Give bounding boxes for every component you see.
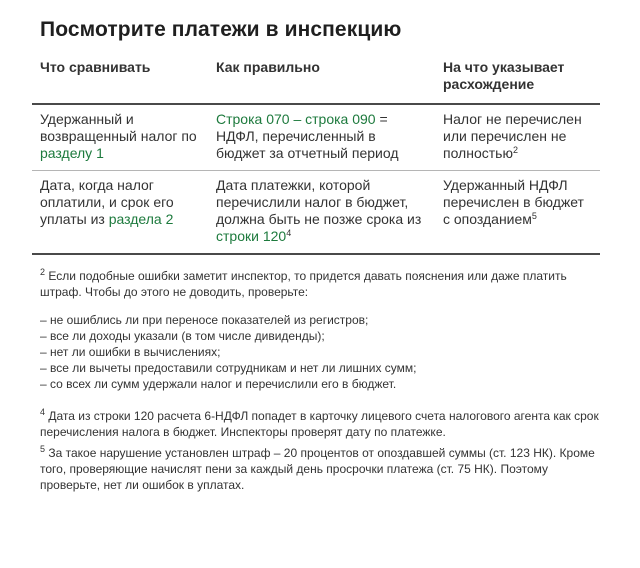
page-title: Посмотрите платежи в инспекцию [40,18,402,41]
footnote-mark: 2 [40,267,46,277]
list-item: – не ошиблись ли при переносе показателей из регистров; [40,313,369,327]
cell-text: Дата платежки, которой перечислили налог в бюджет, должна быть не позже срока из [216,177,422,227]
cell-text: Удержанный и возвращенный налог по [40,111,197,144]
comparison-table [32,54,600,255]
list-item: – все ли доходы указали (в том числе дивиденды); [40,329,325,343]
footnote-2 [40,268,605,300]
list-item: – все ли вычеты предоставили сотрудникам и нет ли лишних сумм; [40,361,417,375]
line-120-link[interactable]: строки 120 [216,228,287,244]
lines-070-090-link[interactable]: Строка 070 – строка 090 [216,111,376,127]
cell-text: Дата, когда налог оплатили, и срок его уплаты из [40,177,174,227]
footnote-4 [40,408,605,440]
table-cell [435,104,600,171]
table-cell [32,171,208,255]
footnote-mark: 4 [40,407,46,417]
cell-text: Удержанный НДФЛ перечислен в бюджет с опозданием [443,177,584,227]
footnote-5 [40,445,605,493]
list-item: – со всех ли сумм удержали налог и перечислили его в бюджет. [40,377,397,391]
table-row [32,171,600,255]
footnote-ref-5[interactable]: 5 [531,211,537,221]
footnote-text: Дата из строки 120 расчета 6-НДФЛ попадет в карточку лицевого счета налогового агента как срок перечисления налога в бюджет. Инспекторы проверят дату по платежке. [40,409,599,439]
header-what-to-compare: Что сравнивать [32,54,208,104]
table-cell [208,171,435,255]
footnote-text: За такое нарушение установлен штраф – 20 процентов от опоздавшей суммы (ст. 123 НК). Кроме того, проверяющие начислят пени за каждый день просрочки платежа (ст. 75 НК). Поэтому проверьте, нет ли ошибок в уплатах. [40,446,595,492]
checklist [40,312,605,392]
footnote-mark: 5 [40,444,46,454]
table-cell [435,171,600,255]
header-discrepancy-meaning: На что указывает расхождение [435,54,600,104]
section-1-link[interactable]: разделу 1 [40,145,104,161]
table-header-row [32,54,600,104]
cell-text: = НДФЛ, перечисленный в бюджет за отчетный период [216,111,399,161]
footnotes [40,268,605,498]
footnote-text: Если подобные ошибки заметит инспектор, то придется давать пояснения или даже платить штраф. Чтобы до этого не доводить, проверьте: [40,269,567,299]
table-row [32,104,600,171]
footnote-ref-2[interactable]: 2 [512,145,518,155]
cell-text: Налог не перечислен или перечислен не полностью [443,111,582,161]
section-2-link[interactable]: раздела 2 [108,211,174,227]
table-cell [32,104,208,171]
header-how-correct: Как правильно [208,54,435,104]
table-cell [208,104,435,171]
list-item: – нет ли ошибки в вычислениях; [40,345,221,359]
footnote-ref-4[interactable]: 4 [286,228,292,238]
